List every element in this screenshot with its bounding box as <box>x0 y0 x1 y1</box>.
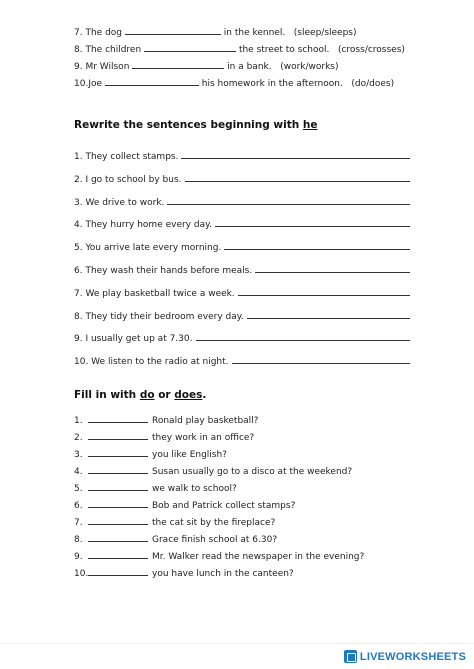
item-number: 5. <box>74 484 83 494</box>
answer-blank[interactable] <box>88 516 148 525</box>
rewrite-item <box>74 355 410 368</box>
part1-item-10: 10.Joe his homework in the afternoon. (do/does) <box>74 79 395 89</box>
answer-blank[interactable] <box>88 482 148 491</box>
rewrite-item <box>74 287 410 300</box>
part1-item-9: 9. Mr Wilson in a bank. (work/works) <box>74 62 339 72</box>
answer-blank[interactable] <box>125 26 221 35</box>
answer-blank[interactable] <box>88 465 148 474</box>
answer-blank[interactable] <box>88 533 148 542</box>
rewrite-item <box>74 241 410 254</box>
brand-name: LIVEWORKSHEETS <box>359 650 466 663</box>
question-text: Mr. Walker read the newspaper in the evening? <box>152 552 365 562</box>
answer-blank[interactable] <box>238 287 410 296</box>
fill-in-item <box>74 567 294 580</box>
answer-blank[interactable] <box>196 332 411 341</box>
rewrite-sentence: 5. You arrive late every morning. <box>74 243 222 254</box>
answer-blank[interactable] <box>88 414 148 423</box>
section-heading-rewrite: Rewrite the sentences beginning with he <box>74 119 318 131</box>
answer-blank[interactable] <box>88 499 148 508</box>
fill-in-item <box>74 448 227 461</box>
item-number: 7. <box>74 518 83 528</box>
answer-blank[interactable] <box>247 310 410 319</box>
answer-blank[interactable] <box>88 448 148 457</box>
answer-blank[interactable] <box>185 173 410 182</box>
rewrite-item <box>74 150 410 163</box>
question-text: we walk to school? <box>152 484 237 494</box>
question-text: Susan usually go to a disco at the weekend? <box>152 467 353 477</box>
fill-in-item <box>74 414 258 427</box>
question-text: Grace finish school at 6.30? <box>152 535 278 545</box>
fill-in-item <box>74 516 275 529</box>
worksheet-icon <box>344 650 357 663</box>
rewrite-sentence: 4. They hurry home every day. <box>74 220 213 231</box>
answer-blank[interactable] <box>132 60 224 69</box>
answer-blank[interactable] <box>181 150 410 159</box>
rewrite-item <box>74 173 410 186</box>
answer-blank[interactable] <box>88 431 148 440</box>
question-text: you have lunch in the canteen? <box>152 569 294 579</box>
item-number: 8. <box>74 535 83 545</box>
answer-blank[interactable] <box>144 43 236 52</box>
rewrite-item <box>74 196 410 209</box>
answer-blank[interactable] <box>255 264 410 273</box>
answer-blank[interactable] <box>224 241 410 250</box>
section-heading-fill-in: Fill in with do or does. <box>74 389 207 401</box>
question-text: they work in an office? <box>152 433 255 443</box>
fill-in-item <box>74 499 295 512</box>
question-text: Ronald play basketball? <box>152 416 259 426</box>
fill-in-item <box>74 533 277 546</box>
rewrite-item <box>74 310 410 323</box>
rewrite-sentence: 7. We play basketball twice a week. <box>74 288 235 299</box>
answer-blank[interactable] <box>105 77 199 86</box>
rewrite-sentence: 8. They tidy their bedroom every day. <box>74 311 244 322</box>
part1-item-7: 7. The dog in the kennel. (sleep/sleeps) <box>74 28 357 38</box>
rewrite-item <box>74 264 410 277</box>
answer-blank[interactable] <box>88 567 148 576</box>
rewrite-sentence: 10. We listen to the radio at night. <box>74 357 229 368</box>
item-number: 9. <box>74 552 83 562</box>
fill-in-item <box>74 550 364 563</box>
rewrite-sentence: 2. I go to school by bus. <box>74 174 182 185</box>
rewrite-sentence: 1. They collect stamps. <box>74 152 179 162</box>
rewrite-item <box>74 332 410 345</box>
part1-item-8: 8. The children the street to school. (cross/crosses) <box>74 45 405 55</box>
liveworksheets-logo[interactable] <box>344 650 466 663</box>
rewrite-sentence: 9. I usually get up at 7.30. <box>74 334 193 345</box>
answer-blank[interactable] <box>88 550 148 559</box>
answer-blank[interactable] <box>215 218 410 227</box>
question-text: the cat sit by the fireplace? <box>152 518 276 528</box>
answer-blank[interactable] <box>232 355 410 364</box>
footer <box>0 643 474 669</box>
fill-in-item <box>74 482 237 495</box>
item-number: 6. <box>74 501 83 511</box>
item-number: 10. <box>74 569 89 579</box>
item-number: 1. <box>74 416 83 426</box>
question-text: you like English? <box>152 450 227 460</box>
fill-in-item <box>74 431 254 444</box>
rewrite-sentence: 3. We drive to work. <box>74 197 165 208</box>
rewrite-sentence: 6. They wash their hands before meals. <box>74 266 253 276</box>
answer-blank[interactable] <box>167 196 410 205</box>
item-number: 4. <box>74 467 83 477</box>
question-text: Bob and Patrick collect stamps? <box>152 501 296 511</box>
rewrite-item <box>74 218 410 231</box>
item-number: 2. <box>74 433 83 443</box>
item-number: 3. <box>74 450 83 460</box>
fill-in-item <box>74 465 352 478</box>
